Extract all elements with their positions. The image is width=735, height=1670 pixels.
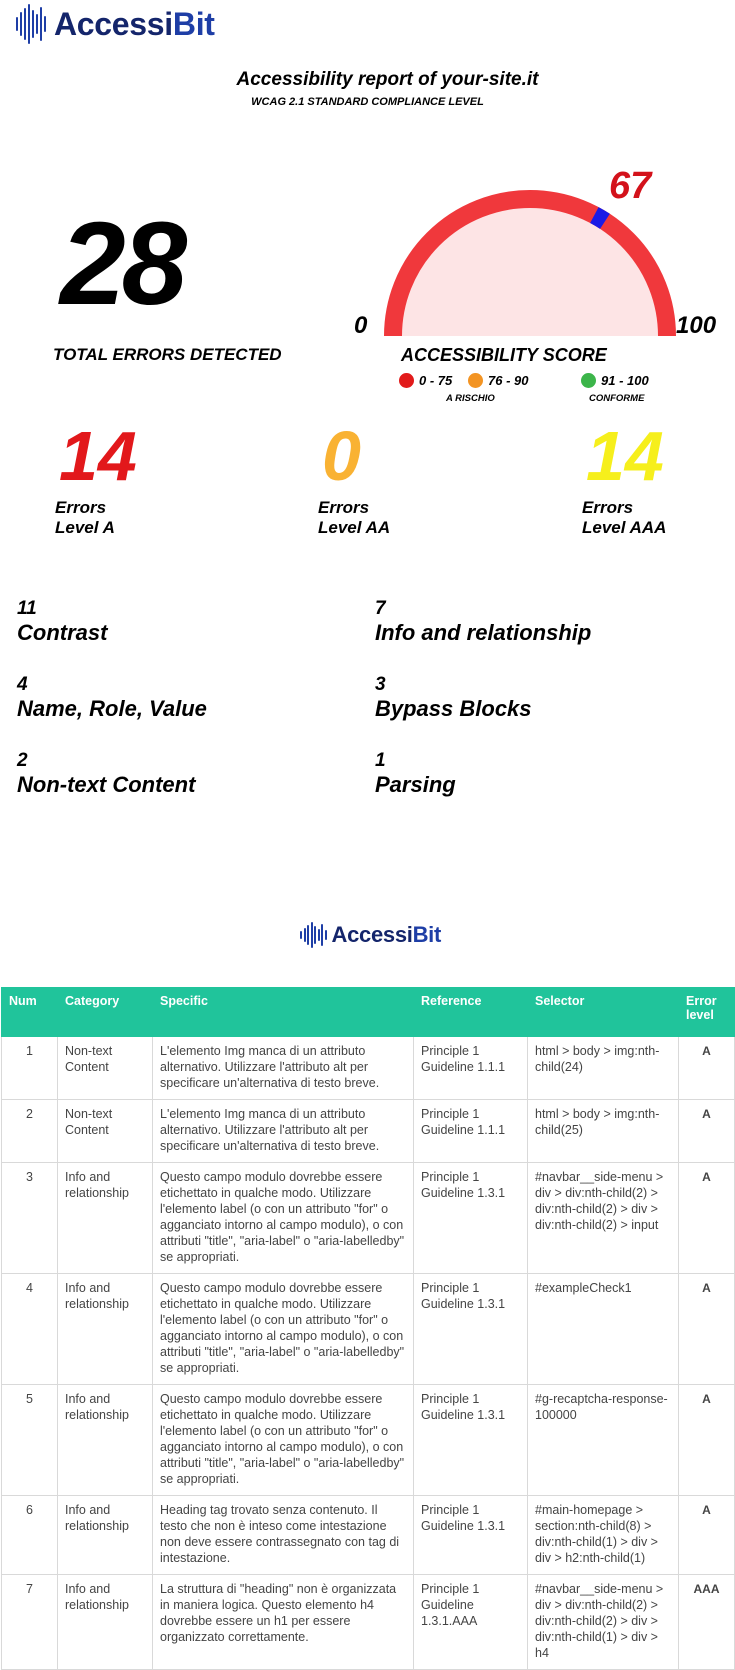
brand-name: AccessiBit [331, 922, 442, 947]
level-aa-line1: Errors [318, 498, 370, 517]
category-count: 7 [375, 598, 386, 619]
column-header-reference: Reference [414, 988, 528, 1037]
soundwave-logo-icon [300, 922, 327, 948]
cell-error-level: A [679, 1163, 735, 1274]
score-caption: ACCESSIBILITY SCORE [401, 345, 607, 365]
cell-reference: Principle 1 Guideline 1.3.1 [414, 1274, 528, 1385]
category-count: 2 [17, 750, 28, 771]
level-a-line1: Errors [55, 498, 107, 517]
category-block [375, 750, 456, 798]
gauge-min-label: 0 [354, 312, 368, 339]
level-a-count: 14 [59, 417, 137, 495]
column-header-num: Num [2, 988, 58, 1037]
soundwave-logo-icon [16, 4, 46, 44]
level-a-line2: Level A [55, 518, 115, 537]
cell-selector: #exampleCheck1 [528, 1274, 679, 1385]
cell-selector: #navbar__side-menu > div > div:nth-child(2) > div:nth-child(2) > div > div:nth-child(2) > input [528, 1163, 679, 1274]
cell-selector: #g-recaptcha-response-100000 [528, 1385, 679, 1496]
errors-table [1, 987, 735, 1670]
legend-note-risk: A RISCHIO [446, 393, 495, 404]
legend-item-mid: 76 - 90 [468, 373, 528, 388]
table-row [2, 1385, 735, 1496]
level-a-block [55, 417, 137, 538]
cell-specific: Questo campo modulo dovrebbe essere etichettato in qualche modo. Utilizzare l'elemento label (o con un attributo "for" o agganciato intorno al campo modulo), o con attributi "title", "aria-label" o "aria-labelledby" se appropriati. [153, 1163, 414, 1274]
cell-selector: html > body > img:nth-child(25) [528, 1100, 679, 1163]
category-name: Bypass Blocks [375, 696, 532, 721]
cell-reference: Principle 1 Guideline 1.3.1 [414, 1496, 528, 1575]
cell-specific: La struttura di "heading" non è organizzata in maniera logica. Questo elemento h4 dovrebbe essere un h1 per essere organizzato correttamente. [153, 1575, 414, 1670]
cell-specific: Questo campo modulo dovrebbe essere etichettato in qualche modo. Utilizzare l'elemento label (o con un attributo "for" o agganciato intorno al campo modulo), o con attributi "title", "aria-label" o "aria-labelledby" se appropriati. [153, 1274, 414, 1385]
column-header-category: Category [58, 988, 153, 1037]
cell-category: Info and relationship [58, 1274, 153, 1385]
red-dot-icon [399, 373, 414, 388]
legend-note-compliant: CONFORME [589, 393, 645, 404]
cell-error-level: A [679, 1037, 735, 1100]
cell-selector: html > body > img:nth-child(24) [528, 1037, 679, 1100]
cell-error-level: A [679, 1100, 735, 1163]
category-block [17, 598, 107, 646]
category-count: 3 [375, 674, 386, 695]
category-block [17, 674, 207, 722]
cell-specific: Heading tag trovato senza contenuto. Il testo che non è inteso come intestazione non deve essere contrassegnato con tag di intestazione. [153, 1496, 414, 1575]
level-aa-block [318, 417, 391, 538]
cell-error-level: A [679, 1385, 735, 1496]
category-count: 4 [17, 674, 28, 695]
brand-name: AccessiBit [54, 5, 215, 42]
table-row [2, 1037, 735, 1100]
cell-num: 5 [2, 1385, 58, 1496]
level-aaa-count: 14 [586, 417, 664, 495]
cell-error-level: AAA [679, 1575, 735, 1670]
total-errors-count: 28 [60, 198, 184, 330]
legend-item-risk: 0 - 75 [399, 373, 452, 388]
cell-specific: L'elemento Img manca di un attributo alternativo. Utilizzare l'attributo alt per specificare un'alternativa di testo breve. [153, 1100, 414, 1163]
level-aa-count: 0 [322, 417, 361, 495]
table-row [2, 1100, 735, 1163]
category-block [375, 674, 532, 722]
cell-category: Info and relationship [58, 1385, 153, 1496]
legend-item-compliant: 91 - 100 [581, 373, 649, 388]
total-errors-label: TOTAL ERRORS DETECTED [53, 345, 282, 364]
cell-reference: Principle 1 Guideline 1.3.1 [414, 1385, 528, 1496]
cell-error-level: A [679, 1496, 735, 1575]
category-name: Contrast [17, 620, 108, 645]
cell-category: Non-text Content [58, 1037, 153, 1100]
level-aa-line2: Level AA [318, 518, 391, 537]
cell-category: Info and relationship [58, 1575, 153, 1670]
cell-reference: Principle 1 Guideline 1.3.1 [414, 1163, 528, 1274]
cell-specific: Questo campo modulo dovrebbe essere etichettato in qualche modo. Utilizzare l'elemento label (o con un attributo "for" o agganciato intorno al campo modulo), o con attributi "title", "aria-label" o "aria-labelledby" se appropriati. [153, 1385, 414, 1496]
column-header-selector: Selector [528, 988, 679, 1037]
report-subtitle: WCAG 2.1 STANDARD COMPLIANCE LEVEL [251, 96, 484, 108]
category-name: Non-text Content [17, 772, 196, 797]
cell-num: 7 [2, 1575, 58, 1670]
category-block [375, 598, 591, 646]
table-row [2, 1274, 735, 1385]
column-header-error-level: Error level [679, 988, 735, 1037]
cell-category: Info and relationship [58, 1496, 153, 1575]
gauge-max-label: 100 [676, 312, 717, 339]
gauge-fill [393, 199, 667, 336]
category-block [17, 750, 195, 798]
table-row [2, 1163, 735, 1274]
category-count: 1 [375, 750, 386, 771]
score-legend [399, 373, 699, 413]
green-dot-icon [581, 373, 596, 388]
cell-reference: Principle 1 Guideline 1.3.1.AAA [414, 1575, 528, 1670]
level-aaa-line2: Level AAA [582, 518, 667, 537]
brand-logo-small [300, 922, 441, 948]
category-count: 11 [17, 598, 37, 619]
cell-num: 4 [2, 1274, 58, 1385]
column-header-specific: Specific [153, 988, 414, 1037]
cell-specific: L'elemento Img manca di un attributo alternativo. Utilizzare l'attributo alt per specificare un'alternativa di testo breve. [153, 1037, 414, 1100]
table-row [2, 1496, 735, 1575]
cell-reference: Principle 1 Guideline 1.1.1 [414, 1037, 528, 1100]
cell-reference: Principle 1 Guideline 1.1.1 [414, 1100, 528, 1163]
cell-num: 2 [2, 1100, 58, 1163]
report-title: Accessibility report of your-site.it [236, 69, 539, 90]
category-name: Parsing [375, 772, 456, 797]
table-row [2, 1575, 735, 1670]
cell-category: Info and relationship [58, 1163, 153, 1274]
level-aaa-block [582, 417, 667, 538]
category-name: Name, Role, Value [17, 696, 207, 721]
cell-category: Non-text Content [58, 1100, 153, 1163]
cell-selector: #main-homepage > section:nth-child(8) > div:nth-child(1) > div > div > h2:nth-child(1) [528, 1496, 679, 1575]
orange-dot-icon [468, 373, 483, 388]
score-value: 67 [609, 165, 652, 207]
cell-num: 6 [2, 1496, 58, 1575]
cell-num: 1 [2, 1037, 58, 1100]
level-aaa-line1: Errors [582, 498, 634, 517]
cell-selector: #navbar__side-menu > div > div:nth-child(2) > div:nth-child(2) > div > div:nth-child(1) > div > h4 [528, 1575, 679, 1670]
cell-num: 3 [2, 1163, 58, 1274]
table-header-row [2, 988, 735, 1037]
category-name: Info and relationship [375, 620, 592, 645]
brand-logo [16, 4, 215, 44]
cell-error-level: A [679, 1274, 735, 1385]
